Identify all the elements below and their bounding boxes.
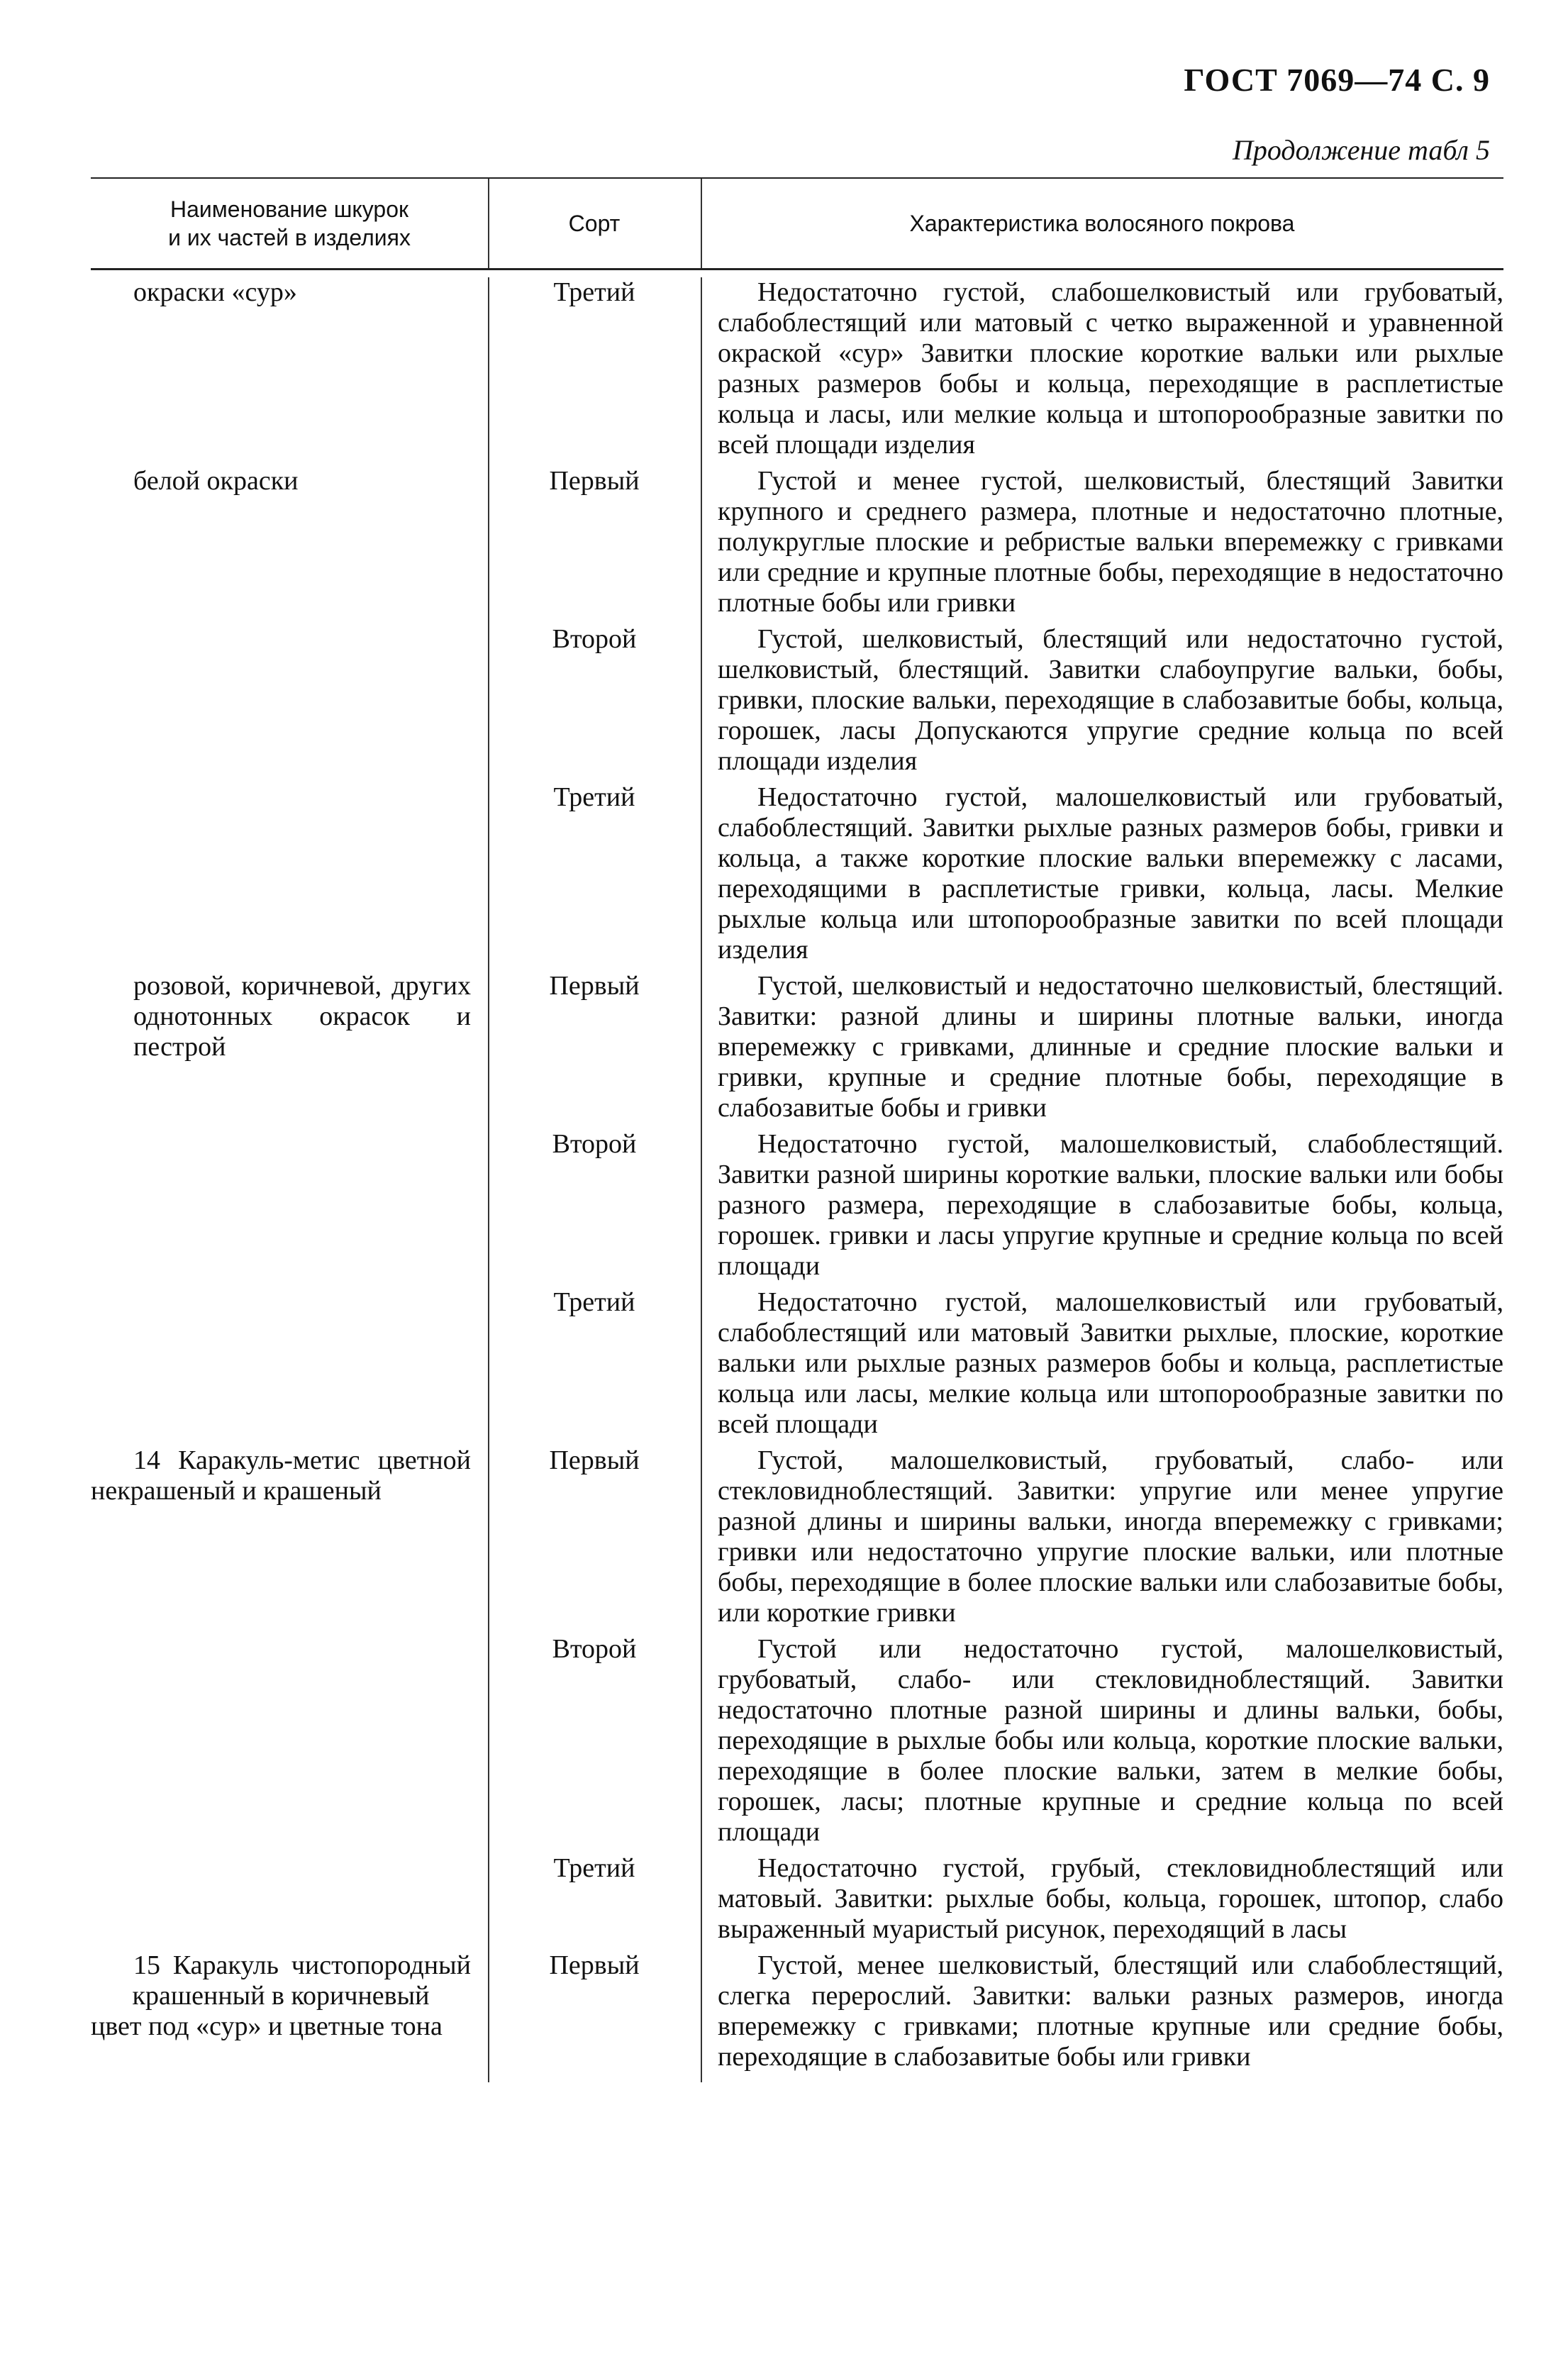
row-grade: Третий	[553, 782, 635, 812]
row-characteristics: Густой, шелковистый, блестящий или недостаточно густой, шелковистый, блестящий. Завитки слабоупругие вальки, бобы, гривки, плоские вальки, переходящие в слабозавитые бобы, кольца, горошек, ласы Допускаются упругие средние кольца по всей площади изделия	[718, 624, 1503, 776]
table-row	[91, 1634, 1503, 1848]
row-grade: Третий	[553, 1287, 635, 1317]
row-name: 14 Каракуль-метис цветной некрашеный и крашеный	[91, 1445, 471, 1506]
row-characteristics: Густой или недостаточно густой, малошелковистый, грубоватый, слабо- или стекловидноблестящий. Завитки недостаточно плотные разной ширины и длины вальки, бобы, переходящие в рыхлые бобы или кольца, короткие плоские вальки, переходящие в более плоские вальки, затем в мелкие бобы, горошек, ласы; плотные крупные и средние кольца по всей площади	[718, 1634, 1503, 1847]
row-name: белой окраски	[133, 466, 299, 496]
row-grade: Третий	[553, 277, 635, 307]
table-row	[91, 1950, 1503, 2082]
row-grade: Второй	[552, 1634, 637, 1664]
row-characteristics: Густой, малошелковистый, грубоватый, слабо- или стекловидноблестящий. Завитки: упругие или менее упругие разной длины и ширины вальки, иногда вперемежку с гривками; гривки или недостаточно упругие плоские вальки, или плотные бобы, переходящие в более плоские вальки или слабозавитые бобы, или короткие гривки	[718, 1445, 1503, 1628]
row-characteristics: Недостаточно густой, малошелковистый или грубоватый, слабоблестящий. Завитки рыхлые разных размеров бобы, гривки и кольца, а также короткие плоские вальки вперемежку с ласами, переходящими в расплетистые гривки, кольца, ласы. Мелкие рыхлые кольца или штопорообразные завитки по всей площади изделия	[718, 782, 1503, 965]
row-characteristics: Недостаточно густой, грубый, стекловидноблестящий или матовый. Завитки: рыхлые бобы, кольца, горошек, штопор, слабо выраженный муаристый рисунок, переходящий в ласы	[718, 1853, 1503, 1944]
row-grade: Второй	[552, 624, 637, 654]
grading-table	[91, 177, 1503, 2082]
row-name-line: цвет под «сур» и цветные тона	[91, 2011, 443, 2041]
table-row	[91, 1445, 1503, 1628]
table-continuation-label: Продолжение табл 5	[1232, 134, 1490, 166]
row-name-line: крашенный в коричневый	[132, 1981, 430, 2011]
column-divider	[488, 277, 489, 2082]
table-row	[91, 277, 1503, 460]
row-grade: Первый	[549, 1445, 640, 1475]
row-characteristics: Недостаточно густой, слабошелковистый или грубоватый, слабоблестящий или матовый с четко выраженной и уравненной окраской «сур» Завитки плоские короткие вальки или рыхлые разных размеров бобы и кольца, переходящие в расплетистые кольца и ласы, или мелкие кольца и штопорообразные завитки по всей площади изделия	[718, 277, 1503, 460]
row-name: окраски «сур»	[133, 277, 297, 307]
table-row	[91, 1287, 1503, 1440]
column-header-name: Наименование шкурок и их частей в изделиях	[168, 196, 411, 250]
table-row	[91, 782, 1503, 965]
column-header-grade: Сорт	[568, 211, 621, 236]
table-row	[91, 1129, 1503, 1282]
row-name-line: 15 Каракуль чистопородный	[133, 1950, 471, 1980]
row-grade: Третий	[553, 1853, 635, 1883]
page-header: ГОСТ 7069—74 С. 9	[1184, 62, 1490, 98]
row-characteristics: Недостаточно густой, малошелковистый, слабоблестящий. Завитки разной ширины короткие вальки, плоские вальки или бобы разного размера, переходящие в слабозавитые бобы, кольца, горошек. гривки и ласы упругие крупные и средние кольца по всей площади	[718, 1129, 1503, 1281]
table-row	[91, 1853, 1503, 1945]
row-name	[91, 1950, 488, 2042]
row-grade: Второй	[552, 1129, 637, 1159]
row-characteristics: Густой, менее шелковистый, блестящий или слабоблестящий, слегка перерослий. Завитки: вальки разных размеров, иногда вперемежку с гривками; плотные крупные или средние бобы, переходящие в слабозавитые бобы или гривки	[718, 1950, 1503, 2072]
row-grade: Первый	[549, 466, 640, 496]
table-row	[91, 466, 1503, 618]
row-grade: Первый	[549, 1950, 640, 1980]
table-body	[91, 277, 1503, 2082]
column-divider	[701, 277, 702, 2082]
row-characteristics: Густой, шелковистый и недостаточно шелковистый, блестящий. Завитки: разной длины и ширины плотные вальки, иногда вперемежку с гривками, длинные и средние плоские вальки и гривки, крупные и средние плотные бобы, переходящие в слабозавитые бобы и гривки	[718, 971, 1503, 1123]
table-row	[91, 971, 1503, 1123]
row-grade: Первый	[549, 971, 640, 1001]
column-header-characteristics: Характеристика волосяного покрова	[909, 211, 1295, 236]
row-characteristics: Густой и менее густой, шелковистый, блестящий Завитки крупного и среднего размера, плотные и недостаточно плотные, полукруглые плоские и ребристые вальки вперемежку с гривками или средние и крупные плотные бобы, переходящие в недостаточно плотные бобы или гривки	[718, 466, 1503, 618]
row-characteristics: Недостаточно густой, малошелковистый или грубоватый, слабоблестящий или матовый Завитки рыхлые, плоские, короткие вальки или рыхлые разных размеров бобы и кольца, расплетистые кольца или ласы, мелкие кольца или штопорообразные завитки по всей площади	[718, 1287, 1503, 1439]
table-row	[91, 624, 1503, 777]
table-header	[91, 177, 1503, 270]
row-name: розовой, коричневой, других однотонных окрасок и пестрой	[133, 971, 471, 1062]
